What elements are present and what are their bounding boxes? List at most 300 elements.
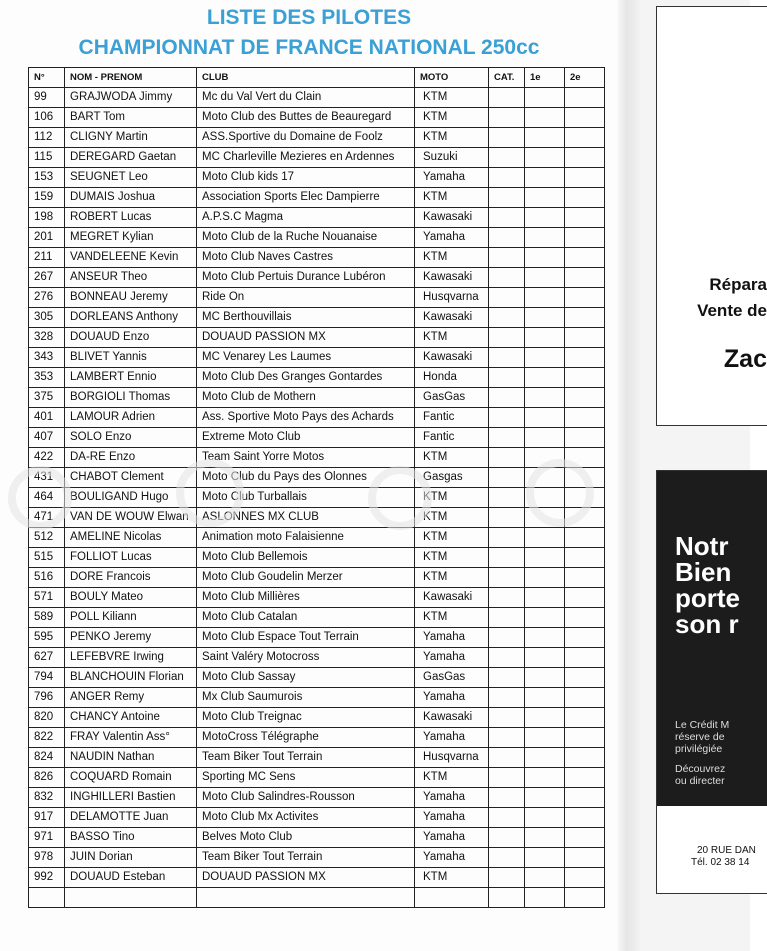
cell-club: Team Saint Yorre Motos	[197, 448, 415, 468]
cell-1e	[525, 688, 565, 708]
cell-cat	[489, 188, 525, 208]
table-row-empty	[29, 888, 605, 908]
table-row	[29, 228, 605, 248]
cell-name	[65, 888, 197, 908]
cell-number: 589	[29, 608, 65, 628]
cell-club: A.P.S.C Magma	[197, 208, 415, 228]
cell-moto: KTM	[415, 508, 489, 528]
table-row	[29, 628, 605, 648]
cell-2e	[565, 228, 605, 248]
ad1-line1: Répara	[709, 275, 767, 294]
cell-club: Moto Club de Mothern	[197, 388, 415, 408]
cell-2e	[565, 728, 605, 748]
cell-2e	[565, 628, 605, 648]
cell-name: CHABOT Clement	[65, 468, 197, 488]
cell-cat	[489, 708, 525, 728]
cell-1e	[525, 288, 565, 308]
cell-2e	[565, 328, 605, 348]
cell-2e	[565, 748, 605, 768]
ad2-head2: Bien	[675, 557, 732, 587]
cell-number: 794	[29, 668, 65, 688]
cell-moto: KTM	[415, 768, 489, 788]
cell-cat	[489, 128, 525, 148]
cell-name: BOULIGAND Hugo	[65, 488, 197, 508]
cell-number: 153	[29, 168, 65, 188]
cell-cat	[489, 608, 525, 628]
cell-2e	[565, 588, 605, 608]
ad2-address: 20 RUE DAN	[697, 845, 756, 856]
table-row	[29, 428, 605, 448]
cell-moto: Husqvarna	[415, 748, 489, 768]
cell-cat	[489, 468, 525, 488]
cell-cat	[489, 528, 525, 548]
cell-1e	[525, 408, 565, 428]
cell-moto: Yamaha	[415, 788, 489, 808]
cell-1e	[525, 768, 565, 788]
cell-moto: KTM	[415, 488, 489, 508]
cell-1e	[525, 248, 565, 268]
cell-1e	[525, 588, 565, 608]
cell-club: MC Charleville Mezieres en Ardennes	[197, 148, 415, 168]
cell-moto: KTM	[415, 108, 489, 128]
cell-club: Moto Club Catalan	[197, 608, 415, 628]
cell-moto	[415, 888, 489, 908]
cell-moto: Husqvarna	[415, 288, 489, 308]
cell-2e	[565, 548, 605, 568]
cell-name: LAMBERT Ennio	[65, 368, 197, 388]
cell-cat	[489, 848, 525, 868]
cell-number: 464	[29, 488, 65, 508]
cell-club: Team Biker Tout Terrain	[197, 848, 415, 868]
cell-club: Saint Valéry Motocross	[197, 648, 415, 668]
cell-cat	[489, 208, 525, 228]
cell-2e	[565, 408, 605, 428]
cell-moto: KTM	[415, 248, 489, 268]
championship-title: CHAMPIONNAT DE FRANCE NATIONAL 250cc	[78, 36, 540, 59]
table-row	[29, 868, 605, 888]
repair-advert	[656, 6, 767, 426]
table-row	[29, 128, 605, 148]
cell-club: Team Biker Tout Terrain	[197, 748, 415, 768]
cell-1e	[525, 468, 565, 488]
cell-1e	[525, 268, 565, 288]
cell-2e	[565, 288, 605, 308]
cell-moto: KTM	[415, 608, 489, 628]
cell-number: 820	[29, 708, 65, 728]
cell-club: Moto Club Sassay	[197, 668, 415, 688]
cell-number	[29, 888, 65, 908]
cell-name: FRAY Valentin Ass°	[65, 728, 197, 748]
cell-number: 471	[29, 508, 65, 528]
cell-1e	[525, 848, 565, 868]
ad2-head1: Notr	[675, 531, 729, 561]
cell-cat	[489, 588, 525, 608]
cell-moto: Kawasaki	[415, 208, 489, 228]
cell-2e	[565, 688, 605, 708]
cell-name: COQUARD Romain	[65, 768, 197, 788]
ad2-small2: réserve de	[675, 731, 725, 743]
cell-moto: KTM	[415, 128, 489, 148]
cell-2e	[565, 188, 605, 208]
cell-club: Moto Club Naves Castres	[197, 248, 415, 268]
table-row	[29, 268, 605, 288]
cell-1e	[525, 88, 565, 108]
header-number: N°	[29, 68, 65, 88]
table-row	[29, 488, 605, 508]
cell-name: CHANCY Antoine	[65, 708, 197, 728]
cell-moto: KTM	[415, 448, 489, 468]
list-title: LISTE DES PILOTES	[206, 6, 412, 29]
table-row	[29, 688, 605, 708]
cell-name: FOLLIOT Lucas	[65, 548, 197, 568]
header-club: CLUB	[197, 68, 415, 88]
cell-number: 115	[29, 148, 65, 168]
cell-name: ANSEUR Theo	[65, 268, 197, 288]
cell-club: Moto Club Turballais	[197, 488, 415, 508]
cell-2e	[565, 268, 605, 288]
cell-moto: KTM	[415, 548, 489, 568]
ad1-line3: Zac	[723, 345, 767, 373]
cell-1e	[525, 308, 565, 328]
cell-club: ASS.Sportive du Domaine de Foolz	[197, 128, 415, 148]
table-row	[29, 468, 605, 488]
cell-club: Moto Club Salindres-Rousson	[197, 788, 415, 808]
cell-1e	[525, 428, 565, 448]
cell-cat	[489, 228, 525, 248]
cell-number: 276	[29, 288, 65, 308]
cell-number: 512	[29, 528, 65, 548]
cell-2e	[565, 388, 605, 408]
pilots-table	[28, 67, 605, 908]
cell-name: JUIN Dorian	[65, 848, 197, 868]
cell-1e	[525, 888, 565, 908]
cell-club: Moto Club du Pays des Olonnes	[197, 468, 415, 488]
ad2-head3: porte	[675, 583, 740, 613]
cell-2e	[565, 808, 605, 828]
cell-number: 353	[29, 368, 65, 388]
table-row	[29, 208, 605, 228]
cell-number: 198	[29, 208, 65, 228]
table-row	[29, 608, 605, 628]
table-row	[29, 788, 605, 808]
cell-cat	[489, 308, 525, 328]
cell-cat	[489, 648, 525, 668]
cell-club: Moto Club de la Ruche Nouanaise	[197, 228, 415, 248]
cell-moto: Yamaha	[415, 688, 489, 708]
cell-number: 305	[29, 308, 65, 328]
table-row	[29, 288, 605, 308]
ad2-head4: son r	[675, 609, 739, 639]
cell-name: BOULY Mateo	[65, 588, 197, 608]
table-row	[29, 108, 605, 128]
cell-number: 992	[29, 868, 65, 888]
table-row	[29, 388, 605, 408]
cell-moto: Yamaha	[415, 628, 489, 648]
cell-cat	[489, 628, 525, 648]
cell-cat	[489, 688, 525, 708]
cell-cat	[489, 668, 525, 688]
cell-1e	[525, 188, 565, 208]
cell-1e	[525, 388, 565, 408]
cell-moto: GasGas	[415, 668, 489, 688]
cell-number: 431	[29, 468, 65, 488]
cell-number: 516	[29, 568, 65, 588]
cell-club: Moto Club Treignac	[197, 708, 415, 728]
cell-1e	[525, 868, 565, 888]
cell-1e	[525, 648, 565, 668]
cell-1e	[525, 748, 565, 768]
cell-cat	[489, 768, 525, 788]
cell-club: Moto Club Mx Activites	[197, 808, 415, 828]
cell-club: Association Sports Elec Dampierre	[197, 188, 415, 208]
cell-2e	[565, 608, 605, 628]
cell-number: 571	[29, 588, 65, 608]
cell-moto: Yamaha	[415, 848, 489, 868]
cell-moto: Yamaha	[415, 168, 489, 188]
cell-name: POLL Kiliann	[65, 608, 197, 628]
pilots-table-body	[29, 88, 605, 908]
cell-club: DOUAUD PASSION MX	[197, 868, 415, 888]
cell-moto: Yamaha	[415, 828, 489, 848]
cell-cat	[489, 408, 525, 428]
cell-name: DOUAUD Enzo	[65, 328, 197, 348]
cell-2e	[565, 448, 605, 468]
cell-2e	[565, 368, 605, 388]
cell-cat	[489, 428, 525, 448]
cell-moto: KTM	[415, 568, 489, 588]
cell-moto: KTM	[415, 88, 489, 108]
cell-cat	[489, 888, 525, 908]
cell-moto: Kawasaki	[415, 708, 489, 728]
cell-moto: KTM	[415, 188, 489, 208]
cell-2e	[565, 128, 605, 148]
cell-1e	[525, 228, 565, 248]
cell-moto: GasGas	[415, 388, 489, 408]
cell-number: 106	[29, 108, 65, 128]
cell-2e	[565, 488, 605, 508]
cell-number: 917	[29, 808, 65, 828]
table-row	[29, 188, 605, 208]
table-row	[29, 848, 605, 868]
cell-club: MC Berthouvillais	[197, 308, 415, 328]
cell-2e	[565, 508, 605, 528]
cell-name: LAMOUR Adrien	[65, 408, 197, 428]
cell-1e	[525, 448, 565, 468]
cell-name: NAUDIN Nathan	[65, 748, 197, 768]
cell-number: 407	[29, 428, 65, 448]
cell-name: DOUAUD Esteban	[65, 868, 197, 888]
table-row	[29, 448, 605, 468]
cell-cat	[489, 868, 525, 888]
cell-moto: Kawasaki	[415, 348, 489, 368]
cell-name: DORE Francois	[65, 568, 197, 588]
cell-club: Mc du Val Vert du Clain	[197, 88, 415, 108]
cell-2e	[565, 668, 605, 688]
table-row	[29, 668, 605, 688]
table-row	[29, 828, 605, 848]
cell-1e	[525, 628, 565, 648]
adjacent-page	[640, 0, 767, 951]
cell-cat	[489, 348, 525, 368]
cell-club: Moto Club Pertuis Durance Lubéron	[197, 268, 415, 288]
cell-cat	[489, 328, 525, 348]
cell-2e	[565, 348, 605, 368]
cell-number: 159	[29, 188, 65, 208]
cell-1e	[525, 368, 565, 388]
table-row	[29, 408, 605, 428]
cell-1e	[525, 348, 565, 368]
table-row	[29, 648, 605, 668]
cell-cat	[489, 368, 525, 388]
cell-name: SOLO Enzo	[65, 428, 197, 448]
cell-moto: Fantic	[415, 408, 489, 428]
cell-name: LEFEBVRE Irwing	[65, 648, 197, 668]
cell-moto: Suzuki	[415, 148, 489, 168]
cell-name: AMELINE Nicolas	[65, 528, 197, 548]
table-row	[29, 748, 605, 768]
ad1-line2: Vente de	[697, 301, 767, 320]
cell-2e	[565, 708, 605, 728]
cell-cat	[489, 828, 525, 848]
cell-name: DA-RE Enzo	[65, 448, 197, 468]
cell-1e	[525, 168, 565, 188]
cell-number: 826	[29, 768, 65, 788]
cell-name: DEREGARD Gaetan	[65, 148, 197, 168]
cell-number: 971	[29, 828, 65, 848]
table-row	[29, 568, 605, 588]
cell-cat	[489, 808, 525, 828]
cell-name: ANGER Remy	[65, 688, 197, 708]
table-row	[29, 808, 605, 828]
cell-club: DOUAUD PASSION MX	[197, 328, 415, 348]
cell-club: Moto Club Goudelin Merzer	[197, 568, 415, 588]
cell-moto: Kawasaki	[415, 588, 489, 608]
cell-2e	[565, 528, 605, 548]
header-cat: CAT.	[489, 68, 525, 88]
ad2-small3: privilégiée	[675, 743, 723, 755]
cell-name: GRAJWODA Jimmy	[65, 88, 197, 108]
cell-name: VANDELEENE Kevin	[65, 248, 197, 268]
cell-name: PENKO Jeremy	[65, 628, 197, 648]
cell-2e	[565, 888, 605, 908]
cell-2e	[565, 768, 605, 788]
cell-1e	[525, 808, 565, 828]
cell-number: 401	[29, 408, 65, 428]
cell-cat	[489, 288, 525, 308]
table-row	[29, 368, 605, 388]
cell-cat	[489, 168, 525, 188]
cell-name: BASSO Tino	[65, 828, 197, 848]
cell-moto: Kawasaki	[415, 308, 489, 328]
cell-moto: Gasgas	[415, 468, 489, 488]
cell-cat	[489, 248, 525, 268]
cell-1e	[525, 328, 565, 348]
cell-club: Moto Club kids 17	[197, 168, 415, 188]
cell-cat	[489, 748, 525, 768]
table-row	[29, 708, 605, 728]
header-2e: 2e	[565, 68, 605, 88]
cell-name: MEGRET Kylian	[65, 228, 197, 248]
cell-2e	[565, 308, 605, 328]
table-row	[29, 248, 605, 268]
cell-1e	[525, 508, 565, 528]
cell-number: 824	[29, 748, 65, 768]
cell-name: DORLEANS Anthony	[65, 308, 197, 328]
cell-cat	[489, 728, 525, 748]
ad2-small5: ou directer	[675, 775, 725, 787]
cell-number: 978	[29, 848, 65, 868]
header-1e: 1e	[525, 68, 565, 88]
table-row	[29, 728, 605, 748]
cell-club: MotoCross Télégraphe	[197, 728, 415, 748]
cell-1e	[525, 128, 565, 148]
cell-moto: Fantic	[415, 428, 489, 448]
cell-club: Moto Club Bellemois	[197, 548, 415, 568]
cell-1e	[525, 148, 565, 168]
cell-moto: Honda	[415, 368, 489, 388]
table-row	[29, 348, 605, 368]
cell-cat	[489, 88, 525, 108]
cell-name: BLANCHOUIN Florian	[65, 668, 197, 688]
cell-1e	[525, 828, 565, 848]
cell-club: MC Venarey Les Laumes	[197, 348, 415, 368]
cell-2e	[565, 88, 605, 108]
table-row	[29, 308, 605, 328]
cell-number: 375	[29, 388, 65, 408]
cell-name: BORGIOLI Thomas	[65, 388, 197, 408]
cell-2e	[565, 868, 605, 888]
cell-club: Animation moto Falaisienne	[197, 528, 415, 548]
cell-number: 422	[29, 448, 65, 468]
cell-club: Extreme Moto Club	[197, 428, 415, 448]
table-row	[29, 328, 605, 348]
cell-number: 595	[29, 628, 65, 648]
cell-club: ASLONNES MX CLUB	[197, 508, 415, 528]
cell-name: BONNEAU Jeremy	[65, 288, 197, 308]
cell-moto: Yamaha	[415, 728, 489, 748]
cell-1e	[525, 488, 565, 508]
cell-cat	[489, 268, 525, 288]
cell-2e	[565, 168, 605, 188]
cell-club: Mx Club Saumurois	[197, 688, 415, 708]
cell-cat	[489, 448, 525, 468]
cell-name: DUMAIS Joshua	[65, 188, 197, 208]
bank-advert	[656, 470, 767, 894]
cell-name: CLIGNY Martin	[65, 128, 197, 148]
cell-cat	[489, 548, 525, 568]
cell-name: INGHILLERI Bastien	[65, 788, 197, 808]
cell-cat	[489, 108, 525, 128]
cell-1e	[525, 668, 565, 688]
cell-2e	[565, 248, 605, 268]
cell-number: 796	[29, 688, 65, 708]
cell-2e	[565, 568, 605, 588]
cell-moto: Yamaha	[415, 648, 489, 668]
cell-2e	[565, 848, 605, 868]
cell-club	[197, 888, 415, 908]
cell-club: Moto Club des Buttes de Beauregard	[197, 108, 415, 128]
table-row	[29, 548, 605, 568]
ad2-small4: Découvrez	[675, 763, 726, 775]
cell-name: VAN DE WOUW Elwan	[65, 508, 197, 528]
cell-number: 211	[29, 248, 65, 268]
cell-club: Moto Club Des Granges Gontardes	[197, 368, 415, 388]
cell-2e	[565, 468, 605, 488]
cell-club: Ride On	[197, 288, 415, 308]
cell-1e	[525, 728, 565, 748]
cell-2e	[565, 648, 605, 668]
cell-moto: KTM	[415, 868, 489, 888]
